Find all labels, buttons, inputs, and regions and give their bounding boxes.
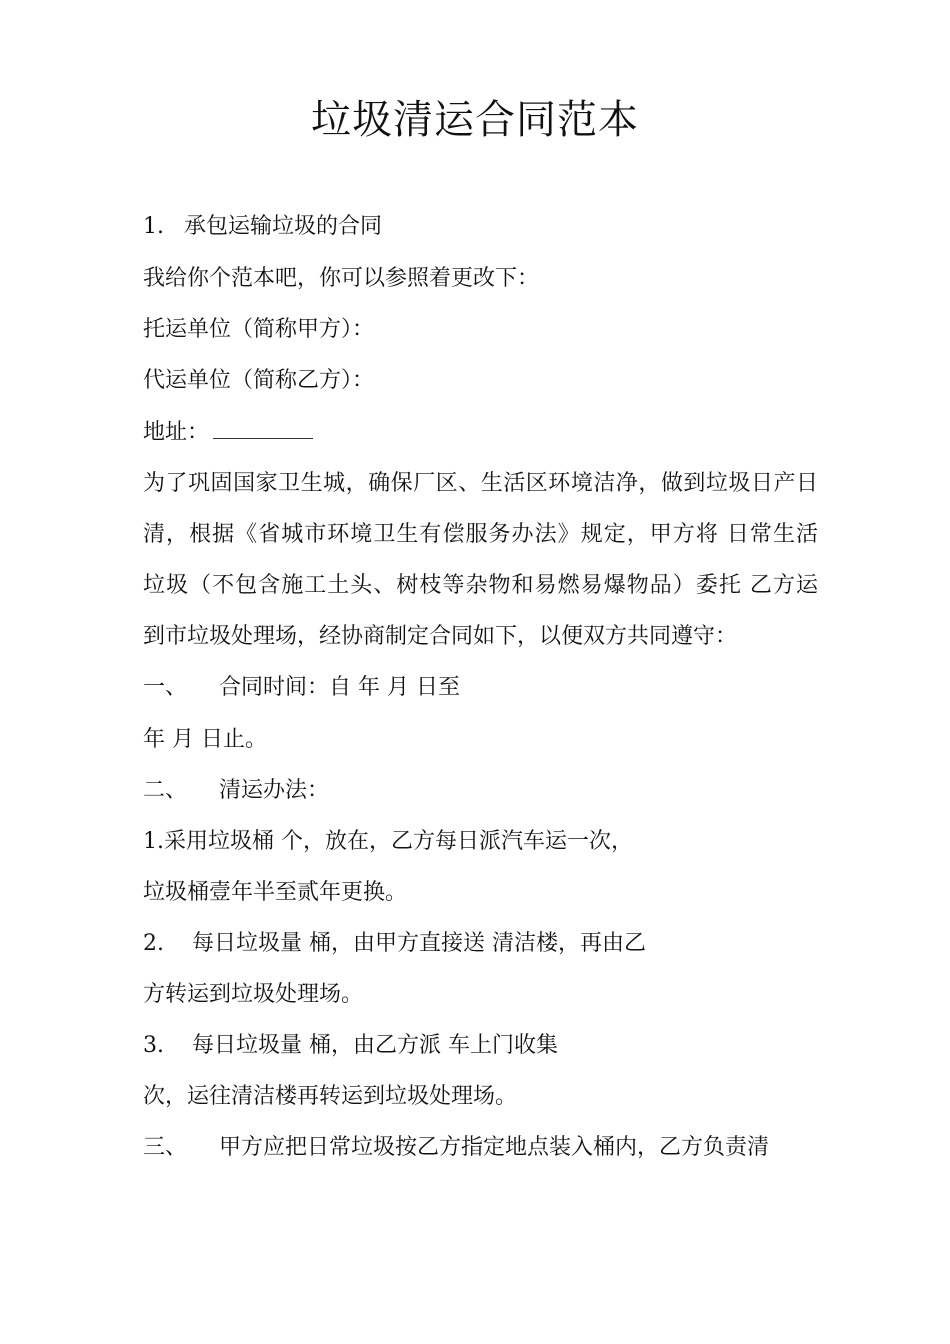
section-1-heading <box>143 673 460 703</box>
item-1-number: 1. <box>143 214 164 239</box>
method-2-number: 2. <box>143 931 164 956</box>
method-2-continuation: 方转运到垃圾处理场。 <box>143 982 364 1007</box>
section-3-heading <box>143 1133 769 1163</box>
section-1-number: 一、 <box>143 675 188 700</box>
section-2-number: 二、 <box>143 778 188 803</box>
method-3-text: 每日垃圾量 桶，由乙方派 车上门收集 <box>192 1033 558 1058</box>
paragraph-line: 为了巩固国家卫生城，确保厂区、生活区环境洁净，做到垃圾日产日 <box>143 471 818 496</box>
paragraph-line: 到市垃圾处理场，经协商制定合同如下，以便双方共同遵守： <box>143 624 738 649</box>
party-a-line: 托运单位（简称甲方）： <box>143 317 375 342</box>
address-label: 地址： <box>143 420 210 445</box>
section-1-text: 合同时间：自 年 月 日至 <box>219 675 460 700</box>
address-blank <box>213 420 313 439</box>
section-3-number: 三、 <box>143 1135 188 1160</box>
method-2-line <box>143 929 646 959</box>
method-3-line <box>143 1031 558 1061</box>
section-2-heading <box>143 776 329 806</box>
document-title: 垃圾清运合同范本 <box>311 97 639 143</box>
party-b-line: 代运单位（简称乙方）： <box>143 368 375 393</box>
address-line <box>143 418 313 448</box>
section-1-continuation: 年 月 日止。 <box>143 727 267 752</box>
method-2-text: 每日垃圾量 桶，由甲方直接送 清洁楼，再由乙 <box>192 931 646 956</box>
section-3-text: 甲方应把日常垃圾按乙方指定地点装入桶内，乙方负责清 <box>219 1135 770 1160</box>
method-1-line: 1.采用垃圾桶 个，放在，乙方每日派汽车运一次， <box>143 829 633 854</box>
paragraph-line: 清，根据《省城市环境卫生有偿服务办法》规定，甲方将 日常生活 <box>143 522 818 547</box>
method-1-continuation: 垃圾桶壹年半至贰年更换。 <box>143 880 408 905</box>
method-3-continuation: 次，运往清洁楼再转运到垃圾处理场。 <box>143 1084 518 1109</box>
section-2-text: 清运办法： <box>219 778 330 803</box>
item-1 <box>143 212 382 242</box>
method-3-number: 3. <box>143 1033 164 1058</box>
paragraph-line: 垃圾（不包含施工土头、树枝等杂物和易燃易爆物品）委托 乙方运 <box>143 573 818 598</box>
intro-line: 我给你个范本吧，你可以参照着更改下： <box>143 266 540 291</box>
item-1-text: 承包运输垃圾的合同 <box>184 214 383 239</box>
